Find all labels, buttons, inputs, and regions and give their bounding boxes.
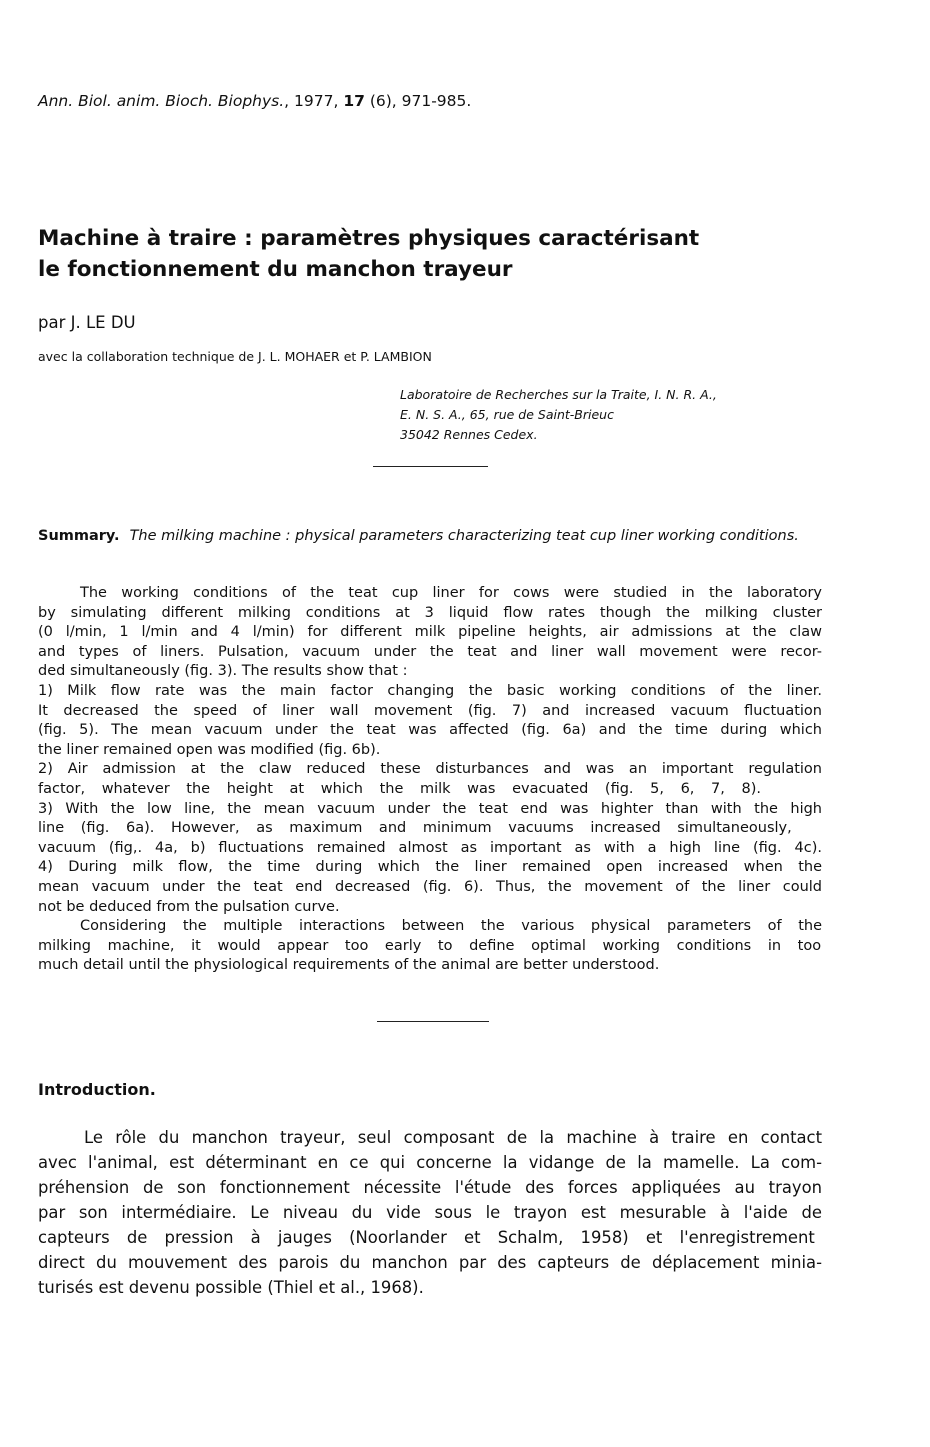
paragraph-line: préhension de son fonctionnement nécessite l'étude des forces appliquées au trayon [38,1178,822,1197]
affiliation-line-1: Laboratoire de Recherches sur la Traite, I. N. R. A., [400,387,717,402]
citation-pages: (6), 971-985. [364,92,472,110]
summary-line: (fig. 5). The mean vacuum under the teat was affected (fig. 6a) and the time during which [38,722,822,739]
summary-line: (0 l/min, 1 l/min and 4 l/min) for different milk pipeline heights, air admissions at the claw [38,624,822,641]
summary-line: line (fig. 6a). However, as maximum and minimum vacuums increased simultaneously, [38,820,792,837]
title-line-1: Machine à traire : paramètres physiques caractérisant [38,226,700,251]
summary-line: The working conditions of the teat cup liner for cows were studied in the laboratory [80,585,822,601]
citation-journal: Ann. Biol. anim. Bioch. Biophys. [38,92,285,110]
summary-line: the liner remained open was modified (fig. 6b). [38,741,381,758]
summary-line: Considering the multiple interactions between the various physical parameters of the [80,918,822,935]
summary-title: The milking machine : physical parameters characterizing teat cup liner working conditions. [129,528,799,544]
separator-rule [377,1021,489,1022]
paragraph-line: direct du mouvement des parois du manchon par des capteurs de déplacement minia- [38,1253,822,1272]
citation-year: , 1977, [284,92,344,110]
summary-line: 2) Air admission at the claw reduced these disturbances and was an important regulation [38,761,822,778]
paragraph-line: avec l'animal, est déterminant en ce qui concerne la vidange de la mamelle. La com- [38,1153,822,1172]
summary-line: milking machine, it would appear too early to define optimal working conditions in too [38,937,822,954]
summary-line: 3) With the low line, the mean vacuum under the teat end was highter than with the high [38,800,822,817]
article-title [38,223,699,285]
paragraph-line: par son intermédiaire. Le niveau du vide sous le trayon est mesurable à l'aide de [38,1203,822,1222]
summary-line: It decreased the speed of liner wall movement (fig. 7) and increased vacuum fluctuation [38,702,822,719]
citation-volume: 17 [343,92,365,110]
affiliation-line-3: 35042 Rennes Cedex. [400,427,538,442]
paragraph-line: capteurs de pression à jauges (Noorlander et Schalm, 1958) et l'enregistrement [38,1228,815,1247]
affiliation-line-2: E. N. S. A., 65, rue de Saint-Brieuc [400,407,614,422]
summary-line: 1) Milk flow rate was the main factor changing the basic working conditions of the liner. [38,683,822,699]
section-heading: Introduction. [38,1080,156,1099]
summary-line: ded simultaneously (fig. 3). The results show that : [38,663,408,680]
summary-line: by simulating different milking conditions at 3 liquid flow rates though the milking cluster [38,604,822,621]
affiliation [400,385,717,445]
summary-line: not be deduced from the pulsation curve. [38,898,340,915]
separator-rule [373,466,488,467]
summary-label: Summary. [38,528,120,544]
summary-line: factor, whatever the height at which the milk was evacuated (fig. 5, 6, 7, 8). [38,781,761,797]
summary-line: 4) During milk flow, the time during which the liner remained open increased when the [38,859,822,876]
title-line-2: le fonctionnement du manchon trayeur [38,257,513,282]
collaboration-line: avec la collaboration technique de J. L. MOHAER et P. LAMBION [38,349,432,364]
paragraph-line: Le rôle du manchon trayeur, seul composant de la machine à traire en contact [84,1128,822,1147]
summary-line: vacuum (fig,. 4a, b) fluctuations remained almost as important as with a high line (fig. 4c). [38,839,822,856]
summary-heading [38,526,826,546]
paragraph-line: turisés est devenu possible (Thiel et al., 1968). [38,1278,424,1297]
summary-line: much detail until the physiological requirements of the animal are better understood. [38,957,660,974]
journal-citation [38,92,471,110]
summary-line: mean vacuum under the teat end decreased (fig. 6). Thus, the movement of the liner could [38,879,822,895]
summary-line: and types of liners. Pulsation, vacuum under the teat and liner wall movement were recor- [38,643,822,660]
author-line: par J. LE DU [38,313,136,332]
